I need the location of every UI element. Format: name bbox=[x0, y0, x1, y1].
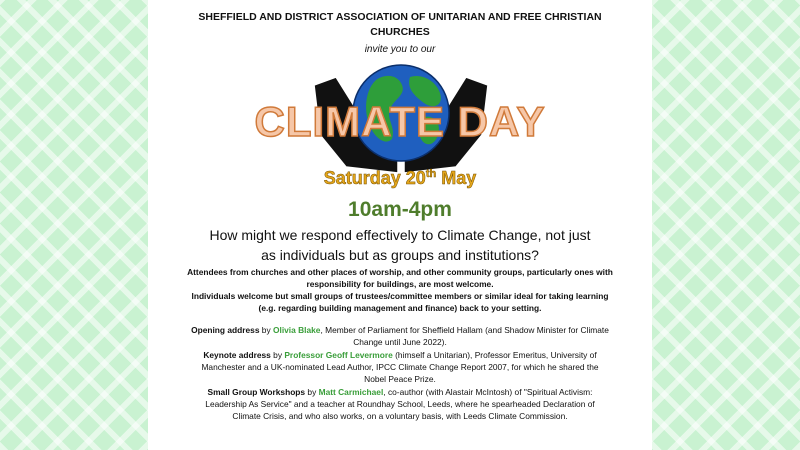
opening-detail: , Member of Parliament for Sheffield Hallam (and Shadow Minister for Climate Change until June 2022). bbox=[320, 325, 609, 347]
event-title: CLIMATE DAY bbox=[254, 98, 546, 145]
keynote-speaker-name: Professor Geoff Levermore bbox=[284, 350, 393, 360]
workshops-detail: , co-author (with Alastair McIntosh) of "Spiritual Activism: Leadership As Service" and a teacher at Roundhay School, Leeds, where he spearheaded Declaration of Climate Crisis, and who also works, on a voluntary basis, with Leeds Climate Commission. bbox=[205, 387, 595, 421]
date-suffix: th bbox=[425, 168, 437, 180]
opening-by: by bbox=[259, 325, 273, 335]
attendees-note: Attendees from churches and other places of worship, and other community groups, particularly ones with responsibility for buildings, are most welcome. bbox=[187, 267, 613, 289]
workshops-speaker-name: Matt Carmichael bbox=[318, 387, 384, 397]
opening-speaker-name: Olivia Blake bbox=[272, 325, 321, 335]
workshops-by: by bbox=[305, 387, 319, 397]
event-date bbox=[148, 168, 652, 189]
keynote-detail: (himself a Unitarian), Professor Emeritus, University of Manchester and a UK-nominated Lead Author, IPCC Climate Change Report 2007, for which he shared the Nobel Peace Prize. bbox=[201, 350, 599, 384]
workshops bbox=[148, 386, 652, 422]
flyer bbox=[148, 0, 652, 450]
keynote-address bbox=[148, 349, 652, 385]
event-time: 10am-4pm bbox=[348, 198, 452, 221]
individuals-note: Individuals welcome but small groups of trustees/committee members or similar ideal for taking learning (e.g. regarding building management and finance) back to your setting. bbox=[191, 291, 609, 313]
workshops-label: Small Group Workshops bbox=[207, 387, 306, 397]
main-question: How might we respond effectively to Climate Change, not just as individuals but as groups and institutions? bbox=[209, 227, 591, 263]
opening-label: Opening address bbox=[191, 325, 260, 335]
keynote-label: Keynote address bbox=[203, 350, 271, 360]
organisation-heading: SHEFFIELD AND DISTRICT ASSOCIATION OF UNITARIAN AND FREE CHRISTIAN CHURCHES bbox=[198, 11, 602, 38]
date-day: Saturday 20 bbox=[323, 168, 426, 188]
invite-line: invite you to our bbox=[364, 44, 436, 55]
opening-address bbox=[148, 324, 652, 348]
keynote-by: by bbox=[270, 350, 285, 360]
date-month: May bbox=[436, 168, 477, 188]
